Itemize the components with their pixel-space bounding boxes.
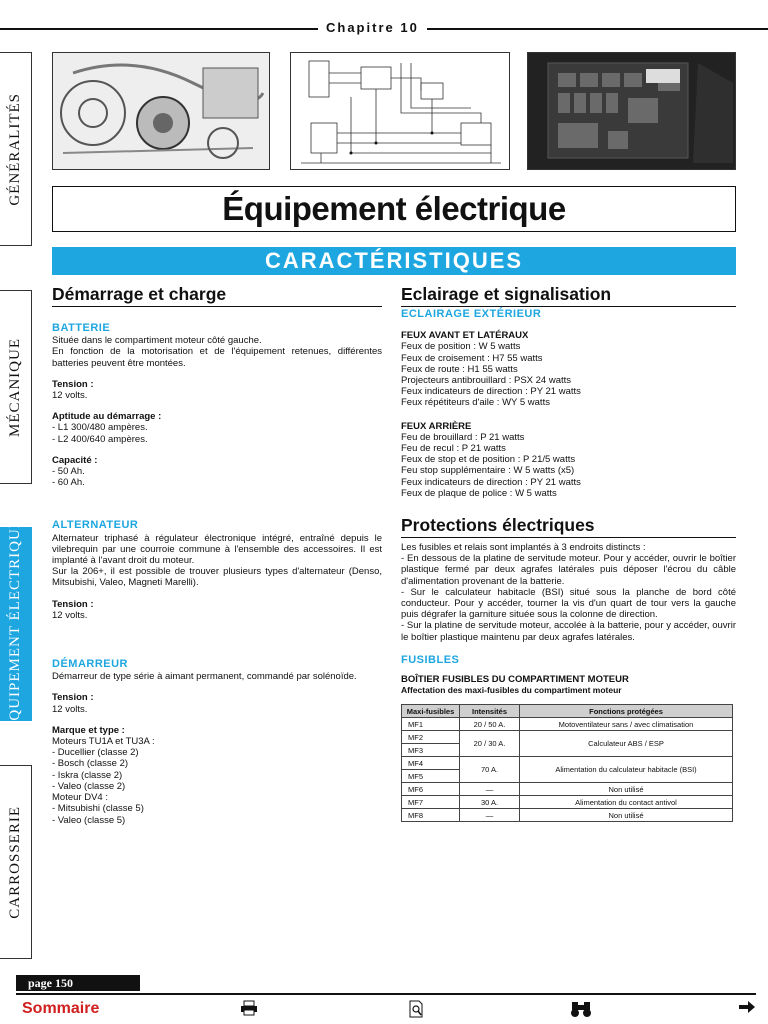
batterie-aptitude-label: Aptitude au démarrage : xyxy=(52,411,162,423)
table-row xyxy=(402,731,733,744)
fuse-intensity: — xyxy=(460,783,520,796)
fuse-intensity: 20 / 50 A. xyxy=(460,718,520,731)
binoculars-icon[interactable] xyxy=(570,1000,592,1023)
right-column xyxy=(401,284,736,822)
tab-equipement-electrique[interactable] xyxy=(0,517,32,731)
tab-mecanique-label: MÉCANIQUE xyxy=(7,337,23,437)
chapter-label: Chapitre 10 xyxy=(318,20,427,35)
feux-arriere-5: Feux indicateurs de direction : PY 21 watts xyxy=(401,476,581,488)
tab-generalites-label: GÉNÉRALITÉS xyxy=(7,92,23,206)
tab-equipement-electrique-label: ÉQUIPEMENT ÉLECTRIQUE xyxy=(7,517,23,731)
heading-eclairage-exterieur: ECLAIRAGE EXTÉRIEUR xyxy=(401,308,542,320)
demarreur-marque-6: Moteur DV4 : xyxy=(52,792,108,804)
fuse-intensity: 70 A. xyxy=(460,757,520,783)
demarreur-marque-label: Marque et type : xyxy=(52,724,125,736)
section-heading-protections: Protections électriques xyxy=(401,515,736,538)
batterie-aptitude-1: - L1 300/480 ampères. xyxy=(52,422,148,434)
printer-icon[interactable] xyxy=(240,1000,258,1021)
demarreur-marque-1: Moteurs TU1A et TU3A : xyxy=(52,736,155,748)
wiring-diagram-image xyxy=(290,52,510,170)
section-heading-eclairage: Eclairage et signalisation xyxy=(401,284,736,307)
batterie-tension-value: 12 volts. xyxy=(52,390,88,402)
main-title-box xyxy=(52,186,736,232)
fuse-function: Non utilisé xyxy=(520,783,733,796)
batterie-capacite-2: - 60 Ah. xyxy=(52,477,85,489)
heading-alternateur: ALTERNATEUR xyxy=(52,519,139,532)
fuse-box-photo xyxy=(527,52,736,170)
demarreur-marque-8: - Valeo (classe 5) xyxy=(52,814,126,826)
col-header-fonctions: Fonctions protégées xyxy=(520,705,733,718)
demarreur-tension-value: 12 volts. xyxy=(52,703,88,715)
fuse-id: MF8 xyxy=(402,809,460,822)
col-header-maxi-fusibles: Maxi-fusibles xyxy=(402,705,460,718)
demarreur-marque-4: - Iskra (classe 2) xyxy=(52,769,123,781)
feux-arriere-6: Feux de plaque de police : W 5 watts xyxy=(401,487,557,499)
feux-avant-label: FEUX AVANT ET LATÉRAUX xyxy=(401,330,529,342)
alternateur-tension-label: Tension : xyxy=(52,598,94,610)
heading-batterie: BATTERIE xyxy=(52,322,111,334)
fuse-function: Motoventilateur sans / avec climatisation xyxy=(520,718,733,731)
boitier-label: BOÎTIER FUSIBLES DU COMPARTIMENT MOTEUR xyxy=(401,674,629,686)
footer-rule xyxy=(16,993,756,995)
feux-avant-1: Feux de position : W 5 watts xyxy=(401,341,521,353)
fuse-id: MF7 xyxy=(402,796,460,809)
fuse-id: MF3 xyxy=(402,744,460,757)
batterie-capacite-1: - 50 Ah. xyxy=(52,466,85,478)
section-heading-demarrage: Démarrage et charge xyxy=(52,284,382,307)
demarreur-tension-label: Tension : xyxy=(52,692,94,704)
banner-title: CARACTÉRISTIQUES xyxy=(264,248,524,273)
tab-generalites[interactable] xyxy=(0,52,32,246)
demarreur-marque-2: - Ducellier (classe 2) xyxy=(52,747,139,759)
fuse-table-header-row xyxy=(402,705,733,718)
batterie-text: Située dans le compartiment moteur côté gauche. En fonction de la motorisation et de l'équipement retenues, différentes batteries peuvent être montées. xyxy=(52,335,382,369)
search-document-icon[interactable] xyxy=(408,1000,426,1023)
tab-carrosserie[interactable] xyxy=(0,765,32,959)
tab-mecanique[interactable] xyxy=(0,290,32,484)
fuse-id: MF6 xyxy=(402,783,460,796)
alternateur-tension-value: 12 volts. xyxy=(52,609,88,621)
engine-alternator-photo xyxy=(52,52,270,170)
demarreur-marque-5: - Valeo (classe 2) xyxy=(52,780,126,792)
feux-avant-2: Feux de croisement : H7 55 watts xyxy=(401,352,543,364)
fuse-intensity: 30 A. xyxy=(460,796,520,809)
fuse-intensity: — xyxy=(460,809,520,822)
feux-arriere-2: Feu de recul : P 21 watts xyxy=(401,443,506,455)
fuse-function: Non utilisé xyxy=(520,809,733,822)
alternateur-text: Alternateur triphasé à régulateur électronique intégré, entraîné depuis le vilebrequin par une courroie commune à l'ensemble des accessoires. Il est implanté à l'avant droit du moteur. Sur la 206+, il est possible de trouver plusieurs types d'alternateur (Denso, Mitsubishi, Valeo, Magneti Marelli). xyxy=(52,532,382,589)
fuse-function: Alimentation du contact antivol xyxy=(520,796,733,809)
feux-avant-6: Feux répétiteurs d'aile : WY 5 watts xyxy=(401,397,550,409)
fuse-id: MF4 xyxy=(402,757,460,770)
fuse-id: MF2 xyxy=(402,731,460,744)
col-header-intensites: Intensités xyxy=(460,705,520,718)
table-row xyxy=(402,809,733,822)
left-column xyxy=(52,284,382,826)
fuse-function: Alimentation du calculateur habitacle (BSI) xyxy=(520,757,733,783)
tab-carrosserie-label: CARROSSERIE xyxy=(7,805,23,919)
page-number: page 150 xyxy=(16,975,140,991)
feux-avant-3: Feux de route : H1 55 watts xyxy=(401,363,518,375)
feux-avant-5: Feux indicateurs de direction : PY 21 watts xyxy=(401,386,581,398)
affectation-label: Affectation des maxi-fusibles du compartiment moteur xyxy=(401,685,622,696)
demarreur-marque-3: - Bosch (classe 2) xyxy=(52,758,129,770)
page-title: Équipement électrique xyxy=(222,190,566,227)
demarreur-marque-7: - Mitsubishi (classe 5) xyxy=(52,803,144,815)
fuse-table xyxy=(401,704,733,822)
section-banner xyxy=(52,247,736,275)
feux-arriere-label: FEUX ARRIÈRE xyxy=(401,420,472,432)
table-row xyxy=(402,757,733,770)
feux-arriere-3: Feux de stop et de position : P 21/5 watts xyxy=(401,454,576,466)
feux-arriere-1: Feu de brouillard : P 21 watts xyxy=(401,431,525,443)
sommaire-link[interactable]: Sommaire xyxy=(22,1000,100,1017)
table-row xyxy=(402,783,733,796)
heading-demarreur: DÉMARREUR xyxy=(52,658,128,671)
batterie-tension-label: Tension : xyxy=(52,378,94,390)
fuse-intensity: 20 / 30 A. xyxy=(460,731,520,757)
next-page-arrow-icon[interactable] xyxy=(738,1000,756,1019)
demarreur-text: Démarreur de type série à aimant permanent, commandé par solénoïde. xyxy=(52,671,357,683)
fuse-function: Calculateur ABS / ESP xyxy=(520,731,733,757)
fuse-id: MF5 xyxy=(402,770,460,783)
heading-fusibles: FUSIBLES xyxy=(401,653,460,666)
protections-text: Les fusibles et relais sont implantés à 3 endroits distincts : - En dessous de la platine de servitude moteur. Pour y accéder, ouvrir le boîtier plastique fermé par deux agrafes latérales puis déposer l'écrou du câble d'alimentation provenant de la batterie. - Sur le calculateur habitacle (BSI) situé sous la planche de bord côté conducteur. Pour y accéder, tourner la vis d'un quart de tour vers la gauche puis dégrafer la garniture située sous la colonne de direction. - Sur la platine de servitude moteur, accolée à la batterie, pour y accéder, ouvrir le boîtier plastique maintenu par deux agrafes latérales. xyxy=(401,542,736,643)
table-row xyxy=(402,718,733,731)
table-row xyxy=(402,796,733,809)
fuse-id: MF1 xyxy=(402,718,460,731)
batterie-aptitude-2: - L2 400/640 ampères. xyxy=(52,433,148,445)
feux-avant-4: Projecteurs antibrouillard : PSX 24 watts xyxy=(401,375,572,387)
batterie-capacite-label: Capacité : xyxy=(52,454,98,466)
feux-arriere-4: Feu stop supplémentaire : W 5 watts (x5) xyxy=(401,465,575,477)
